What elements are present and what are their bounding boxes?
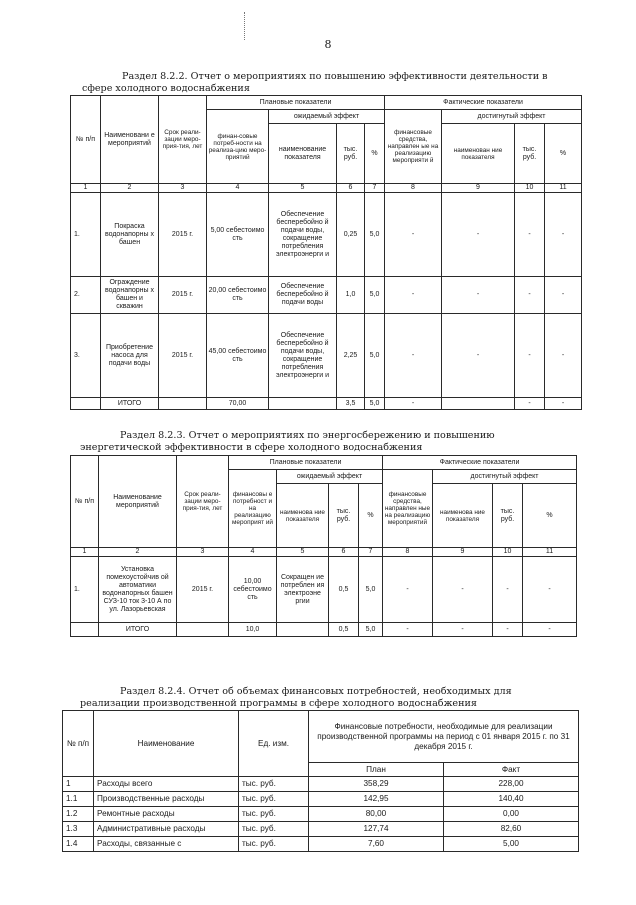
total-fact-rub: - [515,398,545,410]
row-name: Административные расходы [94,822,239,837]
row-rub: 2,25 [337,314,365,398]
row-name: Приобретение насоса для подачи воды [101,314,159,398]
row-fact-pct: - [545,193,582,277]
row-fact: 5,00 [444,837,579,852]
table-row [71,277,582,314]
row-unit: тыс. руб. [239,807,309,822]
col-number: 9 [433,548,493,557]
row-plan: 358,29 [309,777,444,792]
header-fin-fact: финансовые средства, направлен ные на реализацию мероприятий [383,470,433,548]
row-num: 1.3 [63,822,94,837]
binding-tick-marks [244,12,249,40]
total-rub: 0,5 [329,623,359,637]
header-ind-name2: наименован ние показателя [442,124,515,184]
table-row [71,557,577,623]
row-fact-name: - [442,193,515,277]
section2-title-line2: энергетической эффективности в сфере холодного водоснабжения [80,442,423,453]
col-number: 8 [385,184,442,193]
row-unit: тыс. руб. [239,777,309,792]
row-term: 2015 г. [177,557,229,623]
col-number: 3 [159,184,207,193]
total-fact-pct: - [545,398,582,410]
header-num: № п/п [71,96,101,184]
col-number: 11 [545,184,582,193]
row-name: Расходы, связанные с [94,837,239,852]
total-fin: 70,00 [207,398,269,410]
col-number: 5 [269,184,337,193]
row-fact-rub: - [515,193,545,277]
section3-title-line1: Раздел 8.2.4. Отчет об объемах финансовых потребностей, необходимых для [120,686,512,697]
col-number: 7 [365,184,385,193]
table-row [63,837,579,852]
header-fact: Фактические показатели [383,456,577,470]
col-number: 3 [177,548,229,557]
total-pct: 5,0 [359,623,383,637]
header-expected: ожидаемый эффект [269,110,385,124]
row-fact-rub: - [515,277,545,314]
header-num: № п/п [71,456,99,548]
total-fact-pct: - [523,623,577,637]
col-number: 6 [329,548,359,557]
header-term: Срок реали-зации меро-прия-тия, лет [177,456,229,548]
table-row [63,792,579,807]
row-fact-rub: - [493,557,523,623]
row-effect: Сокращен ие потреблен ия электроэне ргии [277,557,329,623]
total-row [71,623,577,637]
row-effect: Обеспечение бесперебойно й подачи воды [269,277,337,314]
header-thous: тыс. руб. [329,484,359,548]
header-term: Срок реали-зации меро-прия-тия, лет [159,96,207,184]
row-fin: 10,00 себестоимо сть [229,557,277,623]
header-name: Наименовани е мероприятий [101,96,159,184]
header-plan: Плановые показатели [207,96,385,110]
header-fact: Фактические показатели [385,96,582,110]
row-plan: 7,60 [309,837,444,852]
section2-table [70,455,577,637]
col-number: 2 [101,184,159,193]
row-fin: 20,00 себестоимо сть [207,277,269,314]
header-thous: тыс. руб. [337,124,365,184]
total-row [71,398,582,410]
total-label: ИТОГО [99,623,177,637]
col-number: 9 [442,184,515,193]
header-num: № п/п [63,711,94,777]
header-name: Наименование [94,711,239,777]
total-fact-rub: - [493,623,523,637]
section1-title-line1: Раздел 8.2.2. Отчет о мероприятиях по повышению эффективности деятельности в [122,71,548,82]
header-expected: ожидаемый эффект [277,470,383,484]
row-num: 1. [71,557,99,623]
header-pct: % [359,484,383,548]
header-ind-name2: наименова ние показателя [433,484,493,548]
header-unit: Ед. изм. [239,711,309,777]
header-plan: Плановые показатели [229,456,383,470]
total-fact-name: - [433,623,493,637]
row-fact-rub: - [515,314,545,398]
table-row [63,822,579,837]
row-fact: 140,40 [444,792,579,807]
col-number: 2 [99,548,177,557]
col-number: 4 [207,184,269,193]
row-term: 2015 г. [159,193,207,277]
row-fin: 45,00 себестоимо сть [207,314,269,398]
row-fact-name: - [433,557,493,623]
col-number: 7 [359,548,383,557]
header-pct2: % [545,124,582,184]
col-number: 1 [71,548,99,557]
row-num: 2. [71,277,101,314]
row-name: Расходы всего [94,777,239,792]
row-name: Ремонтные расходы [94,807,239,822]
row-fact-fin: - [385,193,442,277]
header-thous2: тыс. руб. [493,484,523,548]
row-num: 1.1 [63,792,94,807]
row-fact-pct: - [523,557,577,623]
col-number: 10 [493,548,523,557]
total-fact-fin: - [385,398,442,410]
col-number: 8 [383,548,433,557]
row-fin: 5,00 себестоимо сть [207,193,269,277]
page-number: 8 [324,38,332,51]
total-pct: 5,0 [365,398,385,410]
header-pct: % [365,124,385,184]
row-pct: 5,0 [365,277,385,314]
row-rub: 0,5 [329,557,359,623]
section2-title-line1: Раздел 8.2.3. Отчет о мероприятиях по энергосбережению и повышению [120,430,495,441]
row-fact-fin: - [385,314,442,398]
header-fin-plan: финан-совые потреб-ности на реализа-цию меро-приятий [207,110,269,184]
row-num: 1. [71,193,101,277]
row-unit: тыс. руб. [239,792,309,807]
row-rub: 0,25 [337,193,365,277]
section3-table [62,710,579,852]
row-pct: 5,0 [359,557,383,623]
row-name: Производственные расходы [94,792,239,807]
row-num: 1.2 [63,807,94,822]
header-ind-name: наименование показателя [269,124,337,184]
table-row [63,777,579,792]
col-number: 11 [523,548,577,557]
row-num: 1.4 [63,837,94,852]
row-num: 3. [71,314,101,398]
row-pct: 5,0 [365,193,385,277]
header-name: Наименование мероприятий [99,456,177,548]
header-plan: План [309,763,444,777]
header-achieved: достигнутый эффект [433,470,577,484]
col-number: 10 [515,184,545,193]
row-num: 1 [63,777,94,792]
table-row [71,314,582,398]
row-fact-fin: - [383,557,433,623]
row-plan: 142,95 [309,792,444,807]
row-fact-name: - [442,277,515,314]
row-term: 2015 г. [159,277,207,314]
row-fact: 82,60 [444,822,579,837]
total-fact-fin: - [383,623,433,637]
row-name: Покраска водонапорны х башен [101,193,159,277]
row-fact-pct: - [545,314,582,398]
section1-title-line2: сфере холодного водоснабжения [82,83,250,94]
header-fin-plan: финансовы е потребност и на реализацию мероприят ий [229,470,277,548]
total-fin: 10,0 [229,623,277,637]
section3-title-line2: реализации производственной программы в сфере холодного водоснабжения [80,698,477,709]
row-rub: 1,0 [337,277,365,314]
header-fin: Финансовые потребности, необходимые для реализации производственной программы на период с 01 января 2015 г. по 31 декабря 2015 г. [309,711,579,763]
row-name: Установка помехоустойчив ой автоматики водонапорных башен СУЗ-10 ток 3-10 А по ул. Лазорьевская [99,557,177,623]
col-number: 5 [277,548,329,557]
header-pct2: % [523,484,577,548]
header-achieved: достигнутый эффект [442,110,582,124]
row-effect: Обеспечение бесперебойно й подачи воды, сокращение потребления электроэнерги и [269,314,337,398]
row-plan: 127,74 [309,822,444,837]
row-unit: тыс. руб. [239,822,309,837]
col-number: 1 [71,184,101,193]
col-number: 4 [229,548,277,557]
col-number: 6 [337,184,365,193]
row-unit: тыс. руб. [239,837,309,852]
total-label: ИТОГО [101,398,159,410]
row-plan: 80,00 [309,807,444,822]
section1-table [70,95,582,410]
table-row [71,193,582,277]
header-fact: Факт [444,763,579,777]
row-fact-pct: - [545,277,582,314]
row-term: 2015 г. [159,314,207,398]
total-rub: 3,5 [337,398,365,410]
row-fact: 228,00 [444,777,579,792]
row-effect: Обеспечение бесперебойно й подачи воды, сокращение потребления электроэнерги и [269,193,337,277]
header-fin-fact: финансовые средства, направлен ые на реализацию мероприяти й [385,110,442,184]
row-pct: 5,0 [365,314,385,398]
table-row [63,807,579,822]
header-ind-name: наименова ние показателя [277,484,329,548]
header-thous2: тыс. руб. [515,124,545,184]
row-fact: 0,00 [444,807,579,822]
row-fact-fin: - [385,277,442,314]
row-name: Ограждение водонапорны х башен и скважин [101,277,159,314]
row-fact-name: - [442,314,515,398]
